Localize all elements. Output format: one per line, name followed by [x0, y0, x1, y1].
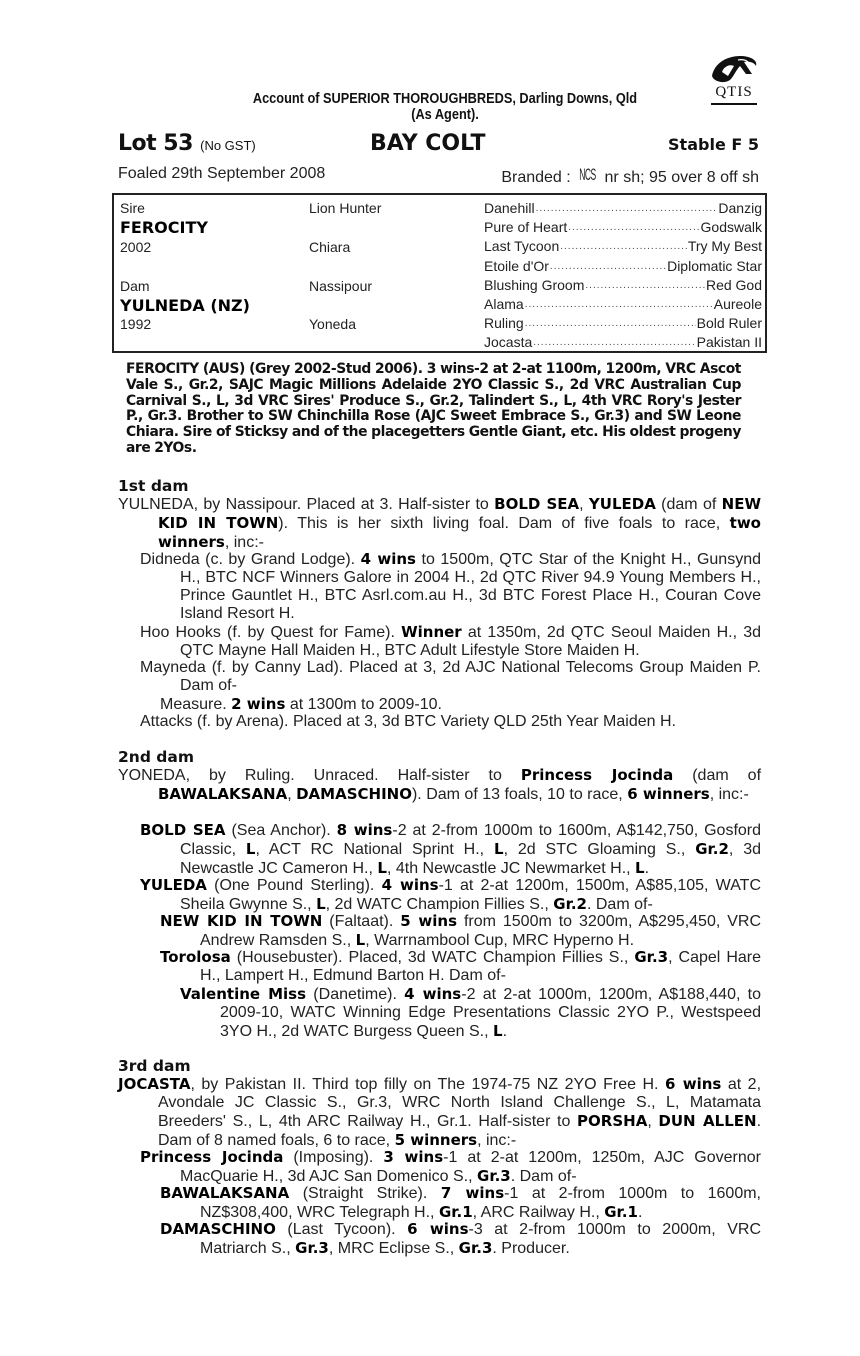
bold-text: NEW KID IN TOWN: [158, 495, 761, 533]
bold-text: YULEDA: [588, 495, 656, 513]
bold-text: Gr.1: [438, 1203, 473, 1222]
bold-text: Princess Jocinda: [140, 1148, 284, 1166]
ggp-dam: Ruling: [484, 315, 524, 332]
bold-text: BOLD SEA: [494, 495, 580, 513]
agent-line: (As Agent).: [411, 107, 479, 123]
text-run: .: [502, 1023, 508, 1041]
branded-label: Branded :: [501, 169, 571, 186]
ggp-row: [484, 276, 762, 295]
bold-text: L: [245, 840, 256, 859]
grand-offspring-entry: [160, 695, 760, 714]
bold-text: Gr.3: [477, 1167, 511, 1186]
bold-text: DAMASCHINO: [296, 785, 412, 804]
bold-text: 4 wins: [404, 985, 462, 1003]
offspring-entry: [140, 713, 761, 731]
second-dam-title: 2nd dam: [118, 748, 195, 766]
first-dam-intro: [118, 495, 761, 552]
text-run: Attacks (f. by Arena). Placed at 3, 3d BTC Variety QLD 25th Year Maiden H.: [140, 713, 676, 730]
bold-text: 3 wins: [383, 1148, 444, 1166]
offspring-entry: [140, 623, 761, 660]
horse-head-icon: [708, 52, 760, 86]
offspring-entry: [140, 876, 761, 914]
bold-text: Torolosa: [160, 948, 231, 966]
text-run: ,: [579, 496, 589, 513]
bold-text: 4 wins: [360, 550, 416, 568]
bold-text: Gr.2: [695, 840, 729, 859]
text-run: , 2d STC Gloaming S.,: [503, 841, 696, 859]
text-run: Didneda (c. by Grand Lodge).: [140, 551, 361, 568]
first-dam-title: 1st dam: [118, 477, 189, 495]
sire-label: Sire: [120, 200, 145, 216]
text-run: at 1300m to 2009-10.: [285, 696, 442, 713]
bold-text: L: [377, 859, 387, 878]
text-run: Mayneda (f. by Canny Lad). Placed at 3, 2d AJC National Telecoms Group Maiden P. Dam of-: [140, 659, 761, 695]
lot-label: Lot 53: [118, 131, 193, 156]
text-run: , inc:-: [709, 786, 749, 804]
text-run: ). Dam of 13 foals, 10 to race,: [411, 786, 628, 804]
pedigree-table: [112, 193, 767, 353]
text-run: (dam of: [655, 496, 722, 513]
ggp-dam: Pure of Heart: [484, 219, 568, 236]
text-run: -3 at 2-from 1000m to 2000m, VRC Matriarch S.,: [200, 1221, 761, 1258]
third-dam-intro: [118, 1075, 761, 1150]
text-run: , 4th Newcastle JC Newmarket H.,: [386, 860, 636, 878]
ggp-sire: Godswalk: [700, 219, 762, 236]
bold-text: Gr.3: [458, 1239, 493, 1258]
grandparent: Chiara: [309, 238, 351, 255]
ggp-dam: Jocasta: [484, 334, 533, 351]
bold-text: Princess Jocinda: [520, 766, 674, 784]
ggp-sire: Try My Best: [687, 238, 762, 255]
bold-text: 7 wins: [440, 1184, 505, 1202]
grand-offspring-entry: [160, 1220, 761, 1258]
ggp-dam: Danehill: [484, 200, 535, 216]
ggp-row: [484, 237, 762, 256]
text-run: (Imposing).: [283, 1149, 384, 1166]
ggp-row: [484, 257, 762, 276]
bold-text: L: [493, 1022, 503, 1041]
ggp-dam: Etoile d'Or: [484, 257, 549, 274]
logo-text: QTIS: [715, 84, 753, 100]
text-run: Hoo Hooks (f. by Quest for Fame).: [140, 624, 402, 641]
bold-text: Gr.3: [295, 1239, 329, 1258]
bold-text: 4 wins: [381, 876, 439, 894]
text-run: ,: [647, 1113, 659, 1131]
text-run: , inc:-: [477, 1132, 517, 1150]
stable-number: Stable F 5: [668, 135, 759, 154]
text-run: -2 at 2-at 1000m, 1200m, A$188,440, to 2009-10, WATC Winning Edge Presentations Classic 2YO P., Westspeed 3YO H., 2d WATC Burgess Queen S.,: [220, 986, 762, 1041]
logo-underline: [711, 103, 757, 105]
gst-note: (No GST): [200, 138, 256, 153]
text-run: . Dam of 8 named foals, 6 to race,: [158, 1113, 762, 1150]
bold-text: BOLD SEA: [140, 821, 226, 839]
lot-row: [118, 131, 761, 157]
bold-text: 6 wins: [407, 1220, 469, 1238]
bold-text: 5 winners: [394, 1131, 478, 1150]
bold-text: Valentine Miss: [180, 985, 307, 1003]
second-dam-intro: [118, 766, 761, 804]
text-run: -1 at 2-at 1200m, 1500m, A$85,105, WATC Sheila Gwynne S.,: [180, 877, 762, 914]
bold-text: L: [635, 859, 645, 878]
brand-mark: NCS: [579, 165, 596, 184]
text-run: , Warrnambool Cup, MRC Hyperno H.: [365, 932, 635, 950]
text-run: .: [637, 1204, 643, 1222]
bold-text: DAMASCHINO: [160, 1220, 276, 1238]
text-run: ,: [287, 786, 297, 804]
text-run: , 2d WATC Champion Fillies S.,: [325, 896, 554, 914]
ggp-row: [484, 199, 762, 218]
text-run: (dam of: [673, 767, 762, 784]
text-run: (Faltaat).: [322, 913, 401, 930]
ggp-sire: Diplomatic Star: [667, 257, 762, 274]
text-run: , inc:-: [224, 534, 264, 552]
ggp-sire: Aureole: [713, 295, 762, 312]
text-run: (Last Tycoon).: [275, 1221, 408, 1238]
text-run: at 1350m, 2d QTC Seoul Maiden H., 3d QTC Mayne Hall Maiden H., BTC Adult Lifestyle Store Maiden H.: [180, 624, 762, 660]
text-run: Measure.: [160, 696, 232, 713]
bold-text: Gr.3: [634, 948, 669, 966]
bold-text: 2 wins: [231, 695, 286, 713]
text-run: (Straight Strike).: [289, 1185, 441, 1202]
account-header: [212, 91, 678, 123]
text-run: , ACT RC National Sprint H.,: [255, 841, 494, 859]
ggp-row: [484, 218, 762, 237]
grandparent: Lion Hunter: [309, 200, 382, 216]
text-run: -1 at 2-at 1200m, 1250m, AJC Governor MacQuarie H., 3d AJC San Domenico S.,: [180, 1149, 762, 1186]
sire-year: 2002: [120, 238, 152, 255]
branded-detail: nr sh; 95 over 8 off sh: [604, 169, 759, 186]
ggp-sire: Red God: [705, 276, 762, 293]
bold-text: JOCASTA: [118, 1075, 191, 1093]
bold-text: YULEDA: [140, 876, 207, 894]
bold-text: L: [316, 895, 326, 914]
text-run: YULNEDA, by Nassipour. Placed at 3. Half-sister to: [118, 496, 495, 513]
sire-name: FEROCITY: [120, 218, 208, 238]
great-grand-offspring-entry: [180, 985, 761, 1041]
bold-text: L: [355, 931, 366, 950]
text-run: from 1500m to 3200m, A$295,450, VRC Andrew Ramsden S.,: [200, 913, 762, 950]
text-run: , by Pakistan II. Third top filly on The 1974-75 NZ 2YO Free H.: [190, 1076, 665, 1093]
bold-text: NEW KID IN TOWN: [160, 912, 323, 930]
text-run: ). This is her sixth living foal. Dam of five foals to race,: [278, 515, 730, 533]
dam-name: YULNEDA (NZ): [120, 295, 250, 315]
bold-text: Winner: [401, 623, 462, 641]
bold-text: Gr.2: [553, 895, 587, 914]
offspring-entry: [140, 821, 761, 878]
horse-description: BAY COLT: [370, 131, 486, 156]
dam-label: Dam: [120, 277, 150, 294]
grand-offspring-entry: [160, 1184, 761, 1222]
grandparents-column: [309, 199, 381, 335]
foaled-row: [118, 165, 761, 186]
bold-text: L: [494, 840, 504, 859]
bold-text: PORSHA: [577, 1112, 648, 1131]
qtis-logo: [708, 52, 760, 112]
dam-year: 1992: [120, 316, 152, 333]
ggp-dam: Blushing Groom: [484, 276, 585, 293]
branded-info: [501, 165, 759, 187]
ggp-row: [484, 314, 762, 333]
ggp-sire: Bold Ruler: [696, 315, 762, 332]
text-run: (Danetime).: [306, 986, 405, 1003]
bold-text: two winners: [158, 514, 761, 552]
text-run: to 1500m, QTC Star of the Knight H., Gunsynd H., BTC NCF Winners Galore in 2004 H., 2d QTC River 94.9 Young Members H., Prince Gauntlet H., BTC Asrl.com.au H., 3d BTC Forest Place H., Couran Cove Island Resort H.: [180, 551, 762, 623]
foaled-date: Foaled 29th September 2008: [118, 165, 326, 182]
text-run: (One Pound Sterling).: [206, 877, 382, 894]
bold-text: DUN ALLEN: [658, 1112, 757, 1131]
text-run: YONEDA, by Ruling. Unraced. Half-sister to: [118, 767, 521, 784]
bold-text: BAWALAKSANA: [158, 785, 288, 804]
ggp-row: [484, 295, 762, 314]
third-dam-title: 3rd dam: [118, 1057, 191, 1075]
ggp-row: [484, 333, 762, 352]
text-run: (Housebuster). Placed, 3d WATC Champion Fillies S.,: [230, 949, 635, 966]
ggp-sire: Pakistan II: [696, 334, 762, 351]
offspring-entry: [140, 550, 761, 623]
account-line: Account of SUPERIOR THOROUGHBREDS, Darling Downs, Qld: [252, 91, 638, 107]
text-run: , 3d Newcastle JC Cameron H.,: [180, 841, 762, 878]
bold-text: BAWALAKSANA: [160, 1184, 290, 1202]
bold-text: 8 wins: [336, 821, 393, 839]
grandparent: Nassipour: [309, 277, 373, 294]
ggp-dam: Alama: [484, 295, 524, 312]
grand-offspring-entry: [160, 948, 761, 985]
text-run: at 2, Avondale JC Classic S., Gr.3, WRC North Island Challenge S., L, Matamata Breeders' S., L, 4th ARC Railway H., Gr.1. Half-sister to: [158, 1076, 762, 1131]
bold-text: Gr.1: [604, 1203, 638, 1222]
text-run: . Dam of-: [510, 1168, 577, 1186]
offspring-entry: [140, 659, 761, 695]
grandparent: Yoneda: [309, 316, 356, 333]
text-run: (Sea Anchor).: [225, 822, 337, 839]
text-run: , Capel Hare H., Lampert H., Edmund Barton H. Dam of-: [200, 949, 762, 985]
bold-text: 6 wins: [665, 1075, 722, 1093]
ggp-sire: Danzig: [718, 200, 762, 216]
text-run: . Dam of-: [586, 896, 653, 914]
great-grandparents-column: [484, 199, 762, 353]
text-run: -1 at 2-from 1000m to 1600m, NZ$308,400, WRC Telegraph H.,: [200, 1185, 762, 1222]
text-run: . Producer.: [492, 1240, 570, 1258]
lot-number: [118, 131, 256, 156]
ggp-dam: Last Tycoon: [484, 238, 560, 255]
offspring-entry: [140, 1148, 761, 1186]
bold-text: 5 wins: [400, 912, 458, 930]
text-run: .: [644, 860, 650, 878]
bold-text: 6 winners: [627, 785, 710, 804]
text-run: , MRC Eclipse S.,: [328, 1240, 459, 1258]
text-run: -2 at 2-from 1000m to 1600m, A$142,750, Gosford Classic,: [180, 822, 762, 859]
grand-offspring-entry: [160, 912, 761, 950]
text-run: , ARC Railway H.,: [472, 1204, 605, 1222]
sire-summary: FEROCITY (AUS) (Grey 2002-Stud 2006). 3 wins-2 at 2-at 1100m, 1200m, VRC Ascot Vale S., Gr.2, SAJC Magic Millions Adelaide 2YO Classic S., 2d VRC Australian Cup Carnival S., L, 3d VRC Sires' Produce S., Gr.2, Talindert S., L, 4th VRC Rory's Jester P., Gr.3. Brother to SW Chinchilla Rose (AJC Sweet Embrace S., Gr.3) and SW Leone Chiara. Sire of Sticksy and of the placegetters Gentle Giant, etc. His oldest progeny are 2YOs.: [126, 361, 741, 456]
parents-column: [120, 199, 250, 335]
